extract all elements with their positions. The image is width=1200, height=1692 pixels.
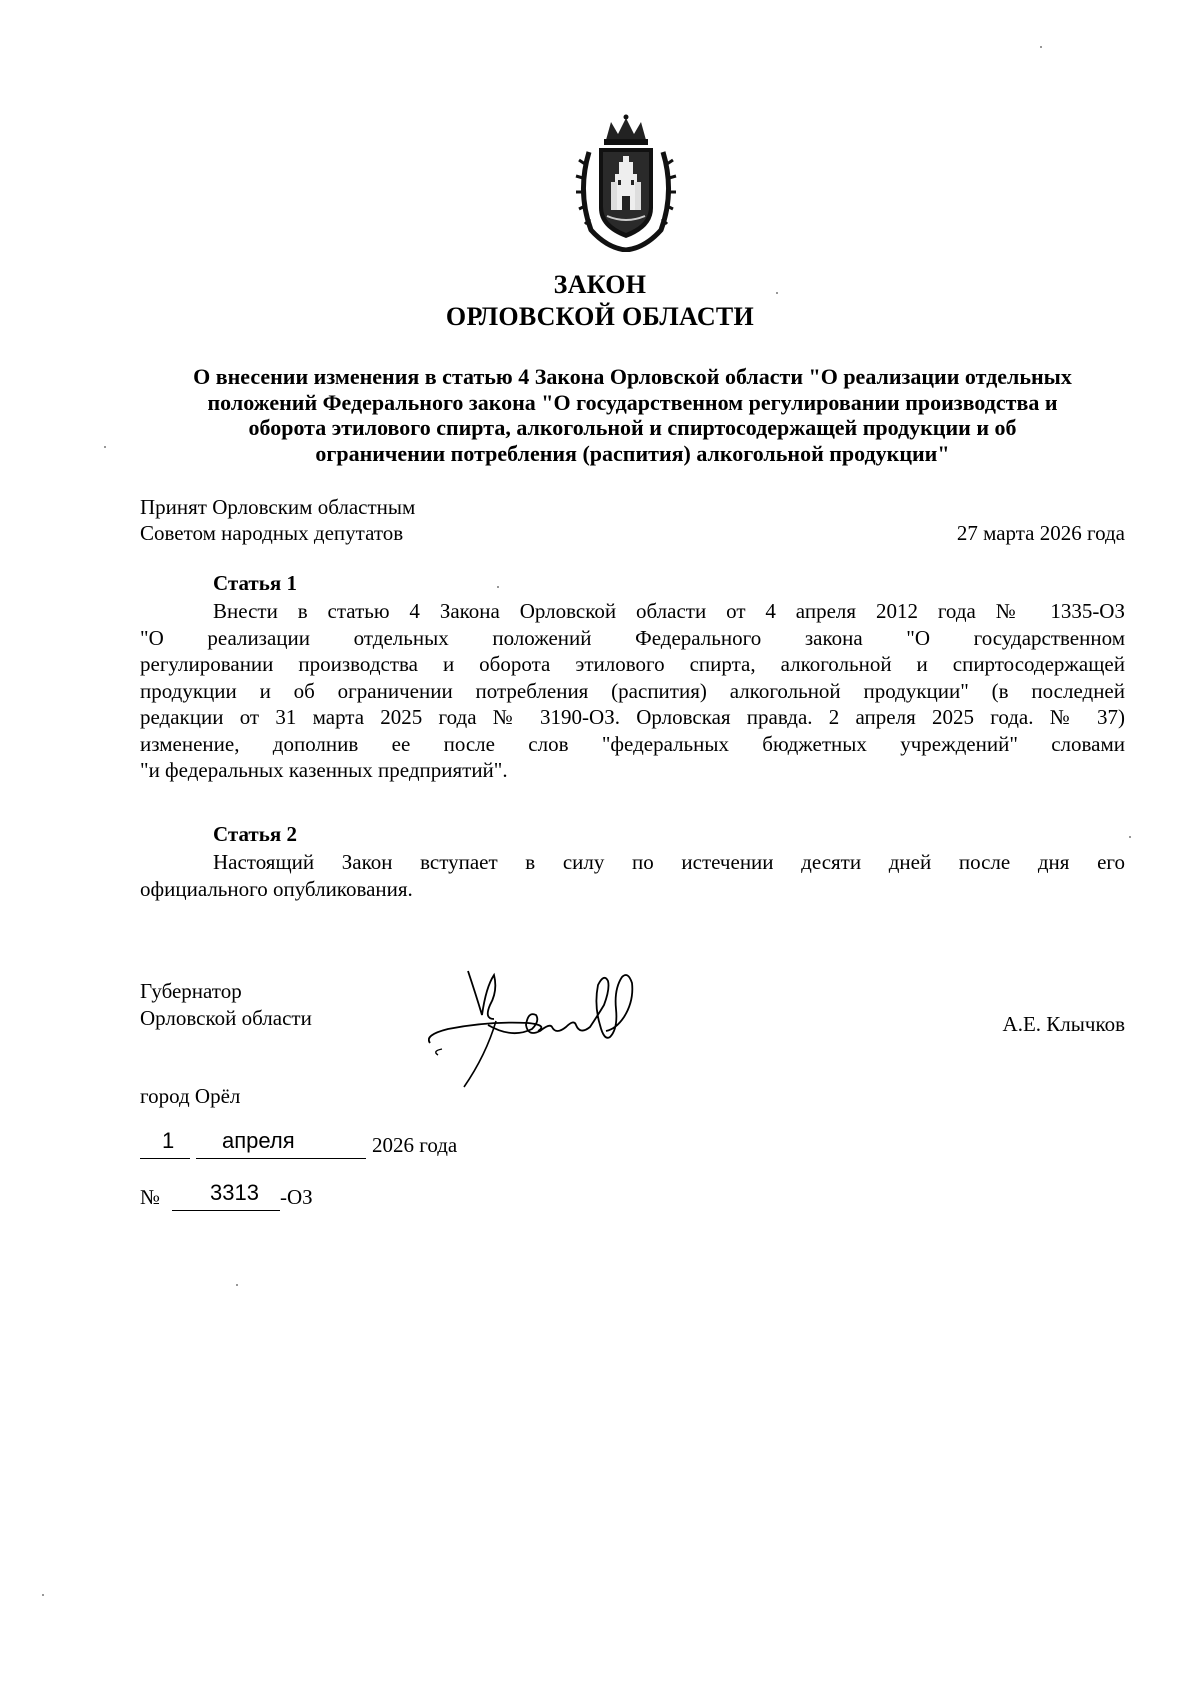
adoption-line: Принят Орловским областным xyxy=(140,495,416,519)
signing-day: 1 xyxy=(162,1128,175,1153)
article-1-line: редакции от 31 марта 2025 года № 3190-ОЗ. Орловская правда. 2 апреля 2025 года. № 37) xyxy=(140,705,1125,729)
signatory-name: А.Е. Клычков xyxy=(1002,1012,1125,1036)
law-number-value: 3313 xyxy=(210,1180,259,1205)
handwritten-signature xyxy=(428,965,678,1090)
article-1-line: "О реализации отдельных положений Федерального закона "О государственном xyxy=(140,625,1125,650)
article-1-line: продукции и об ограничении потребления (распития) алкогольной продукции" (в последней xyxy=(140,678,1125,703)
scan-speck xyxy=(104,446,106,448)
law-number xyxy=(140,1180,440,1214)
signatory-region: Орловской области xyxy=(140,1006,312,1030)
adoption-date: 27 марта 2026 года xyxy=(956,521,1125,545)
signing-city: город Орёл xyxy=(140,1084,241,1108)
article-1-body xyxy=(140,598,1125,784)
document-title: ЗАКОН xyxy=(553,270,647,299)
adoption-line: Советом народных депутатов xyxy=(140,521,404,545)
article-1-line: изменение, дополнив ее после слов "федеральных бюджетных учреждений" словами xyxy=(140,731,1125,756)
scan-speck xyxy=(497,586,499,588)
article-2-body xyxy=(140,849,1125,902)
signing-month: апреля xyxy=(222,1128,295,1153)
subject-line: положений Федерального закона "О государственном регулировании производства и xyxy=(207,389,1058,415)
article-2-line: официального опубликования. xyxy=(140,876,413,901)
article-1-line: "и федеральных казенных предприятий". xyxy=(140,758,508,782)
article-2-line: Настоящий Закон вступает в силу по истечении десяти дней после дня его xyxy=(213,850,1125,874)
scan-speck xyxy=(42,1594,44,1596)
number-sign: № xyxy=(140,1185,161,1209)
signing-date xyxy=(140,1128,540,1162)
scan-speck xyxy=(236,1284,238,1286)
document-region-title: ОРЛОВСКОЙ ОБЛАСТИ xyxy=(445,302,755,331)
signing-year: 2026 года xyxy=(372,1133,458,1157)
scan-speck xyxy=(1129,836,1131,838)
subject-line: ограничении потребления (распития) алкогольной продукции" xyxy=(315,440,950,466)
number-suffix: -ОЗ xyxy=(280,1185,313,1209)
signatory-position xyxy=(140,978,312,1032)
article-2-heading: Статья 2 xyxy=(213,822,297,846)
scan-speck xyxy=(776,292,778,294)
article-1-heading: Статья 1 xyxy=(213,571,297,595)
coat-of-arms-emblem xyxy=(571,112,681,252)
signatory-title: Губернатор xyxy=(140,979,242,1003)
subject-line: оборота этилового спирта, алкогольной и спиртосодержащей продукции и об xyxy=(248,415,1017,440)
scan-speck xyxy=(1040,46,1042,48)
law-subject-heading xyxy=(140,364,1125,466)
subject-line: О внесении изменения в статью 4 Закона Орловской области "О реализации отдельных xyxy=(193,364,1072,389)
article-1-line: Внести в статью 4 Закона Орловской области от 4 апреля 2012 года № 1335-ОЗ xyxy=(213,599,1125,623)
adoption-note xyxy=(140,494,415,546)
article-1-line: регулировании производства и оборота этилового спирта, алкогольной и спиртосодержащей xyxy=(140,652,1125,676)
